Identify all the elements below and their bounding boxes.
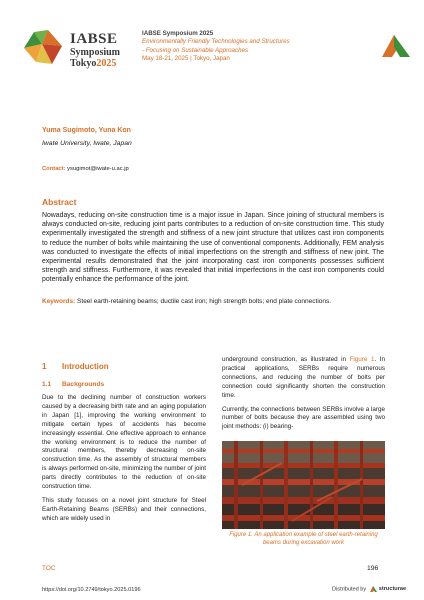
figure-1-ref-link[interactable]: Figure 1 bbox=[349, 356, 375, 363]
affiliation: Iwate University, Iwate, Japan bbox=[42, 140, 132, 147]
distributed-by-label: Distributed by bbox=[332, 586, 367, 593]
iabse-logo-icon bbox=[22, 28, 66, 66]
figure-1-caption-text: . An application example of steel earth-retaining beams during excavation work bbox=[251, 532, 378, 546]
structurae-icon bbox=[370, 586, 377, 592]
intro-paragraph-3 bbox=[222, 356, 385, 401]
section-title: Introduction bbox=[62, 362, 109, 371]
keywords-text: Steel earth-retaining beams; ductile cast iron; high strength bolts; end plate connections. bbox=[77, 298, 332, 305]
right-column bbox=[222, 356, 385, 437]
structurae-brand[interactable]: structurae bbox=[378, 586, 407, 593]
intro-paragraph-2: This study focuses on a novel joint structure for Steel Earth-Retaining Beams (SERBs) and their connections, which are widely used in bbox=[42, 496, 206, 522]
intro-p3-start: underground construction, as illustrated in bbox=[222, 356, 350, 363]
subsection-title: Backgrounds bbox=[62, 381, 105, 388]
conference-header bbox=[142, 30, 290, 64]
conference-name: IABSE Symposium 2025 bbox=[142, 30, 214, 37]
intro-paragraph-1: Due to the declining number of construction workers caused by a decreasing birth rate and an aging population in Japan [1], improving the working environment to mitigate certain types of accidents has become increasingly essential. One effective approach to enhance the working environment is to reduce the number of structural members, thereby decreasing on-site construction time. As the assembly of structural members is always performed on-site, minimizing the number of joint parts directly contributes to the reduction of on-site construction time. bbox=[42, 394, 206, 491]
left-column bbox=[42, 394, 206, 529]
logo-symposium: Symposium bbox=[70, 47, 121, 58]
logo-iabse: IABSE bbox=[70, 31, 118, 47]
section-number: 1 bbox=[42, 362, 47, 371]
subsection-heading bbox=[42, 381, 104, 388]
keywords bbox=[42, 298, 384, 305]
toc-link[interactable]: TOC bbox=[42, 565, 56, 572]
keywords-label: Keywords: bbox=[42, 298, 76, 305]
figure-1-label: Figure 1 bbox=[229, 532, 252, 538]
contact-label: Contact: bbox=[42, 166, 66, 172]
abstract-heading: Abstract bbox=[42, 197, 77, 207]
logo-tokyo bbox=[70, 59, 120, 69]
conference-subtitle-2: - Focusing on Sustainable Approaches bbox=[142, 46, 249, 54]
authors: Yuma Sugimoto, Yuna Kon bbox=[42, 127, 131, 134]
subsection-number: 1.1 bbox=[42, 381, 52, 388]
figure-1-photo bbox=[222, 441, 385, 529]
figure-1-caption bbox=[222, 532, 385, 548]
section-heading bbox=[42, 362, 109, 371]
intro-p3-end: . In practical applications, SERBs require numerous connections, and reducing the number of bolts per connection could significantly shorten the construction time. bbox=[222, 356, 385, 399]
contact-email[interactable]: ysugimot@iwate-u.ac.jp bbox=[67, 166, 129, 172]
page-number: 196 bbox=[367, 565, 379, 572]
abstract-text: Nowadays, reducing on-site construction time is a major issue in Japan. Since joining of structural members is always conducted on-site, reducing joint parts contributes to a reduction of on-site construction time. This study experimentally investigated the strength and stiffness of a new joint structure that utilizes cast iron components to reduce the number of bolts while maintaining the use of conventional components. Additionally, FEM analysis was conducted to investigate the effects of initial imperfections on the strength and stiffness of new joint. The experimental results demonstrated that the joint incorporating cast iron components possesses sufficient strength and stiffness. Furthermore, it was revealed that initial imperfections in the cast iron components could potentially enhance the performance of the joint. bbox=[42, 212, 384, 284]
symposium-logo-text bbox=[70, 32, 120, 69]
intro-paragraph-4: Currently, the connections between SERBs involve a large number of bolts because they are assembled using two joint methods: (i) bearing- bbox=[222, 405, 385, 431]
doi-link[interactable]: https://doi.org/10.2749/tokyo.2025.0196 bbox=[42, 587, 141, 593]
logo-city: Tokyo bbox=[70, 58, 97, 69]
conference-dates: May 18-21, 2025 | Tokyo, Japan bbox=[142, 55, 230, 63]
contact-line bbox=[42, 166, 129, 172]
conference-subtitle-1: Environmentally Friendly Technologies and Structures bbox=[142, 38, 290, 46]
distributed-by bbox=[332, 586, 406, 592]
logo-year: 2025 bbox=[96, 58, 117, 69]
structurae-corner-icon bbox=[382, 31, 410, 57]
